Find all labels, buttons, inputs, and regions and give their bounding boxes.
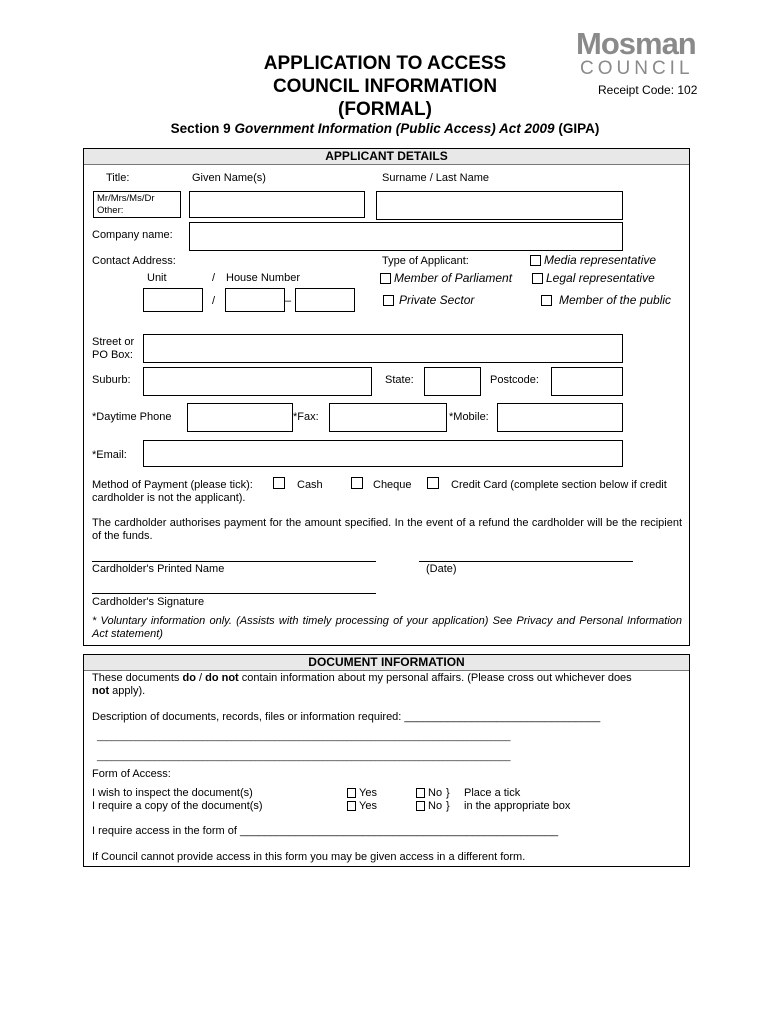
private-sector-label: Private Sector (399, 293, 475, 307)
payment-continuation: cardholder is not the applicant). (92, 492, 246, 504)
daytime-phone-label: *Daytime Phone (92, 411, 172, 423)
intro-text-3: apply). (109, 685, 146, 697)
form-of-access-label: Form of Access: (92, 768, 171, 780)
cash-checkbox[interactable] (273, 477, 285, 489)
email-input[interactable] (143, 440, 623, 467)
applicant-details-heading: APPLICANT DETAILS (84, 149, 689, 165)
title-label: Title: (106, 172, 130, 184)
section-act: Government Information (Public Access) Act 2009 (234, 121, 555, 136)
postcode-label: Postcode: (490, 374, 539, 386)
section-prefix: Section 9 (170, 121, 231, 136)
description-field[interactable]: Description of documents, records, files or information required: ________________________________ (92, 711, 601, 723)
house-number-input[interactable] (225, 288, 285, 312)
personal-affairs-statement-cont (92, 685, 145, 697)
brace-bottom: } (446, 800, 450, 812)
title-line-2: COUNCIL INFORMATION (272, 76, 498, 97)
daytime-phone-input[interactable] (187, 403, 293, 432)
cheque-checkbox[interactable] (351, 477, 363, 489)
type-of-applicant-label: Type of Applicant: (382, 255, 469, 267)
contact-address-label: Contact Address: (92, 255, 176, 267)
inspect-no-checkbox[interactable] (416, 788, 425, 798)
surname-label: Surname / Last Name (382, 172, 489, 184)
copy-label: I require a copy of the document(s) (92, 800, 263, 812)
section-suffix: (GIPA) (558, 121, 600, 136)
personal-affairs-statement (92, 672, 632, 684)
title-line-1: APPLICATION TO ACCESS (263, 53, 507, 74)
intro-text-2: contain information about my personal affairs. (Please cross out whichever does (238, 672, 632, 684)
description-line-a[interactable]: ______________________________________________________________________________________ (97, 731, 511, 741)
fax-input[interactable] (329, 403, 447, 432)
intro-text-1: These documents (92, 672, 183, 684)
parliament-label: Member of Parliament (394, 271, 513, 285)
signature-line[interactable] (92, 593, 376, 594)
receipt-code: Receipt Code: 102 (598, 83, 698, 97)
house-number-to-input[interactable] (295, 288, 355, 312)
postcode-input[interactable] (551, 367, 623, 396)
authorisation-text: The cardholder authorises payment for the amount specified. In the event of a refund the cardholder will be the recipient of the funds. (92, 517, 682, 542)
media-checkbox[interactable] (530, 255, 541, 266)
title-options: Mr/Mrs/Ms/Dr (97, 193, 155, 204)
title-other: Other: (97, 205, 124, 216)
tick-note-2: in the appropriate box (464, 800, 571, 812)
section-reference (0, 121, 770, 136)
email-label: *Email: (92, 449, 127, 461)
tick-note-1: Place a tick (464, 787, 521, 799)
title-line-3: (FORMAL) (338, 99, 432, 120)
inspect-yes-checkbox[interactable] (347, 788, 356, 798)
mobile-label: *Mobile: (449, 411, 489, 423)
title-field[interactable] (93, 191, 181, 218)
date-line[interactable] (419, 561, 633, 562)
printed-name-label: Cardholder's Printed Name (92, 563, 225, 575)
dash-separator: – (285, 295, 292, 307)
state-label: State: (385, 374, 414, 386)
media-label: Media representative (544, 253, 657, 267)
voluntary-note: * Voluntary information only. (Assists with timely processing of your application) See Privacy and Personal Information Act statement) (92, 615, 682, 640)
credit-card-checkbox[interactable] (427, 477, 439, 489)
copy-no-checkbox[interactable] (416, 801, 425, 811)
council-logo: Mosman (576, 26, 696, 61)
intro-do-not[interactable]: do not (205, 672, 239, 684)
access-form-field[interactable]: I require access in the form of ____________________________________________________ (92, 825, 559, 837)
legal-checkbox[interactable] (532, 273, 543, 284)
copy-yes-checkbox[interactable] (347, 801, 356, 811)
legal-label: Legal representative (546, 271, 655, 285)
company-label: Company name: (92, 229, 173, 241)
house-number-label: House Number (226, 272, 300, 284)
street-input[interactable] (143, 334, 623, 363)
credit-card-label: Credit Card (complete section below if credit (451, 479, 667, 491)
brace-top: } (446, 787, 450, 799)
inspect-no-label: No (428, 787, 443, 799)
suburb-input[interactable] (143, 367, 372, 396)
fax-label: *Fax: (293, 411, 319, 423)
intro-sep: / (195, 672, 206, 684)
council-logo-sub: COUNCIL (580, 58, 694, 79)
slash-label: / (212, 272, 216, 284)
unit-input[interactable] (143, 288, 203, 312)
document-information-heading: DOCUMENT INFORMATION (84, 655, 689, 671)
given-name-input[interactable] (189, 191, 365, 218)
copy-no-label: No (428, 800, 443, 812)
description-line-b[interactable]: ______________________________________________________________________________________ (97, 751, 511, 761)
surname-input[interactable] (376, 191, 623, 220)
slash-separator: / (212, 295, 216, 307)
intro-not: not (92, 685, 110, 697)
parliament-checkbox[interactable] (380, 273, 391, 284)
provide-access-note: If Council cannot provide access in this form you may be given access in a different form. (92, 851, 526, 863)
form-title (210, 52, 560, 121)
inspect-label: I wish to inspect the document(s) (92, 787, 253, 799)
cheque-label: Cheque (373, 479, 412, 491)
payment-method-label: Method of Payment (please tick): (92, 479, 253, 491)
mobile-input[interactable] (497, 403, 623, 432)
street-label-1: Street or (92, 336, 135, 348)
private-sector-checkbox[interactable] (383, 295, 394, 306)
printed-name-line[interactable] (92, 561, 376, 562)
state-input[interactable] (424, 367, 481, 396)
inspect-yes-label: Yes (359, 787, 377, 799)
cash-label: Cash (297, 479, 323, 491)
date-label: (Date) (426, 563, 457, 575)
copy-yes-label: Yes (359, 800, 377, 812)
suburb-label: Suburb: (92, 374, 131, 386)
street-label-2: PO Box: (92, 349, 133, 361)
intro-do[interactable]: do (182, 672, 196, 684)
given-name-label: Given Name(s) (192, 172, 266, 184)
company-input[interactable] (189, 222, 623, 251)
public-label: Member of the public (559, 293, 672, 307)
signature-label: Cardholder's Signature (92, 596, 205, 608)
public-checkbox[interactable] (541, 295, 552, 306)
unit-label: Unit (147, 272, 167, 284)
